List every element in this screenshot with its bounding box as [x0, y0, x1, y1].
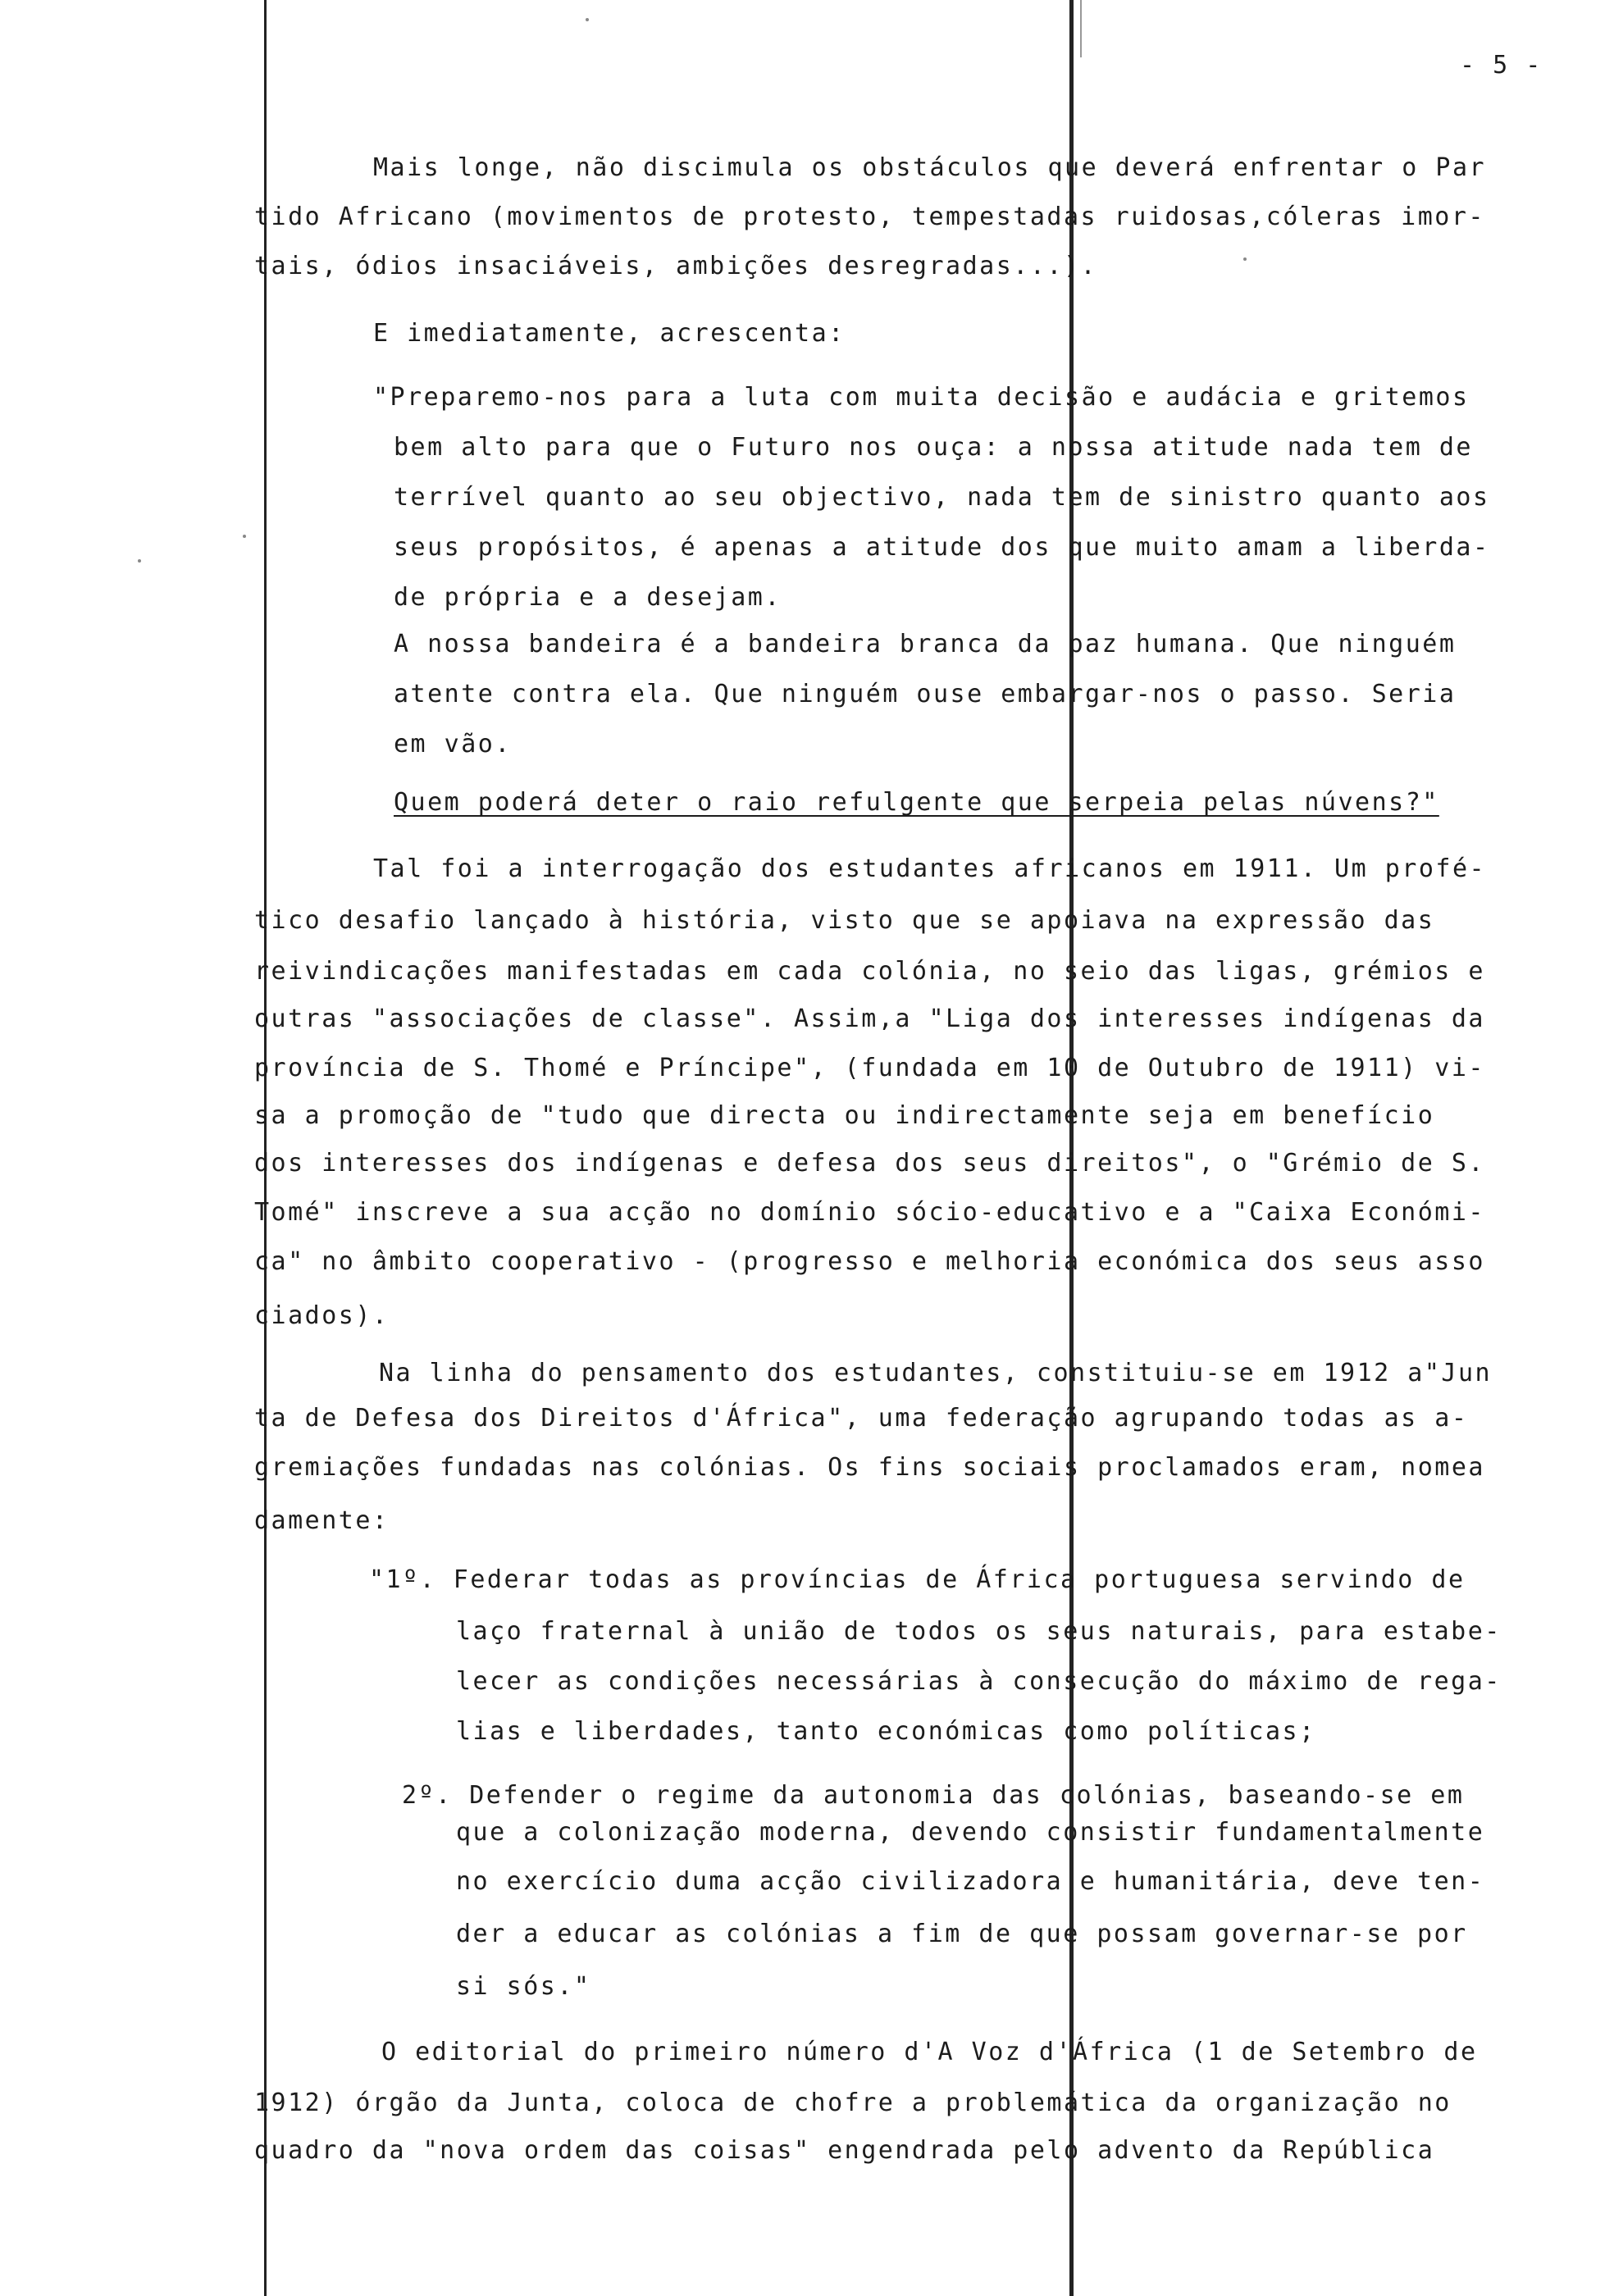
- center-fold-line: [1069, 0, 1074, 2296]
- list-item-1-line: laço fraternal à união de todos os seus naturais, para estabe-: [456, 1617, 1502, 1646]
- text-line: ca" no âmbito cooperativo - (progresso e melhoria económica dos seus asso: [254, 1247, 1485, 1276]
- text-line: Mais longe, não discimula os obstáculos que deverá enfrentar o Par: [373, 153, 1487, 182]
- list-item-1-line: lecer as condições necessárias à consecução do máximo de rega-: [456, 1667, 1502, 1696]
- text-line: sa a promoção de "tudo que directa ou indirectamente seja em benefício: [254, 1101, 1435, 1130]
- top-scan-mark: [1080, 0, 1082, 57]
- list-item-1-line: "1º. Federar todas as províncias de África portuguesa servindo de: [369, 1565, 1466, 1594]
- quote-line: "Preparemo-nos para a luta com muita decisão e audácia e gritemos: [373, 383, 1470, 412]
- text-line: dos interesses dos indígenas e defesa dos seus direitos", o "Grémio de S.: [254, 1149, 1485, 1178]
- list-item-2-line: que a colonização moderna, devendo consistir fundamentalmente: [456, 1818, 1485, 1847]
- text-line: tico desafio lançado à história, visto que se apoiava na expressão das: [254, 906, 1435, 935]
- quote-line: terrível quanto ao seu objectivo, nada tem de sinistro quanto aos: [394, 483, 1490, 512]
- text-line: E imediatamente, acrescenta:: [373, 319, 846, 348]
- quote-line: de própria e a desejam.: [394, 583, 782, 612]
- quote-line: bem alto para que o Futuro nos ouça: a nossa atitude nada tem de: [394, 433, 1473, 462]
- left-margin-line: [264, 0, 267, 2296]
- text-line: ciados).: [254, 1301, 390, 1330]
- text-line: província de S. Thomé e Príncipe", (fundada em 10 de Outubro de 1911) vi-: [254, 1054, 1485, 1082]
- scan-speck: [243, 535, 246, 538]
- quote-line: A nossa bandeira é a bandeira branca da paz humana. Que ninguém: [394, 630, 1457, 658]
- quote-line: atente contra ela. Que ninguém ouse embargar-nos o passo. Seria: [394, 680, 1457, 708]
- quote-line: em vão.: [394, 730, 512, 758]
- text-line: damente:: [254, 1506, 390, 1535]
- scan-speck: [1243, 257, 1247, 261]
- scan-speck: [138, 559, 141, 563]
- list-item-2-line: der a educar as colónias a fim de que possam governar-se por: [456, 1920, 1468, 1948]
- text-line: quadro da "nova ordem das coisas" engendrada pelo advento da República: [254, 2136, 1435, 2165]
- scan-speck: [586, 18, 589, 21]
- text-line: gremiações fundadas nas colónias. Os fins sociais proclamados eram, nomea: [254, 1453, 1485, 1482]
- text-line: outras "associações de classe". Assim,a "Liga dos interesses indígenas da: [254, 1004, 1485, 1033]
- text-line: Na linha do pensamento dos estudantes, constituiu-se em 1912 a"Jun: [379, 1359, 1493, 1387]
- text-line: tido Africano (movimentos de protesto, tempestadas ruidosas,cóleras imor-: [254, 203, 1485, 231]
- quote-underlined-line: Quem poderá deter o raio refulgente que serpeia pelas núvens?": [394, 788, 1439, 817]
- text-line: tais, ódios insaciáveis, ambições desregradas...).: [254, 252, 1098, 280]
- text-line: O editorial do primeiro número d'A Voz d'África (1 de Setembro de: [381, 2038, 1478, 2066]
- list-item-2-line: no exercício duma acção civilizadora e humanitária, deve ten-: [456, 1867, 1485, 1896]
- list-item-1-line: lias e liberdades, tanto económicas como políticas;: [456, 1717, 1316, 1746]
- quote-line: seus propósitos, é apenas a atitude dos que muito amam a liberda-: [394, 533, 1490, 562]
- text-line: ta de Defesa dos Direitos d'África", uma federação agrupando todas as a-: [254, 1404, 1469, 1433]
- page-number: - 5 -: [1460, 51, 1543, 80]
- list-item-2-line: 2º. Defender o regime da autonomia das colónias, baseando-se em: [402, 1781, 1465, 1810]
- list-item-2-line: si sós.": [456, 1972, 591, 2001]
- text-line: 1912) órgão da Junta, coloca de chofre a problemática da organização no: [254, 2089, 1452, 2117]
- text-line: Tal foi a interrogação dos estudantes africanos em 1911. Um profé-: [373, 854, 1487, 883]
- text-line: Tomé" inscreve a sua acção no domínio sócio-educativo e a "Caixa Económi-: [254, 1198, 1485, 1227]
- text-line: reivindicações manifestadas em cada colónia, no seio das ligas, grémios e: [254, 957, 1485, 986]
